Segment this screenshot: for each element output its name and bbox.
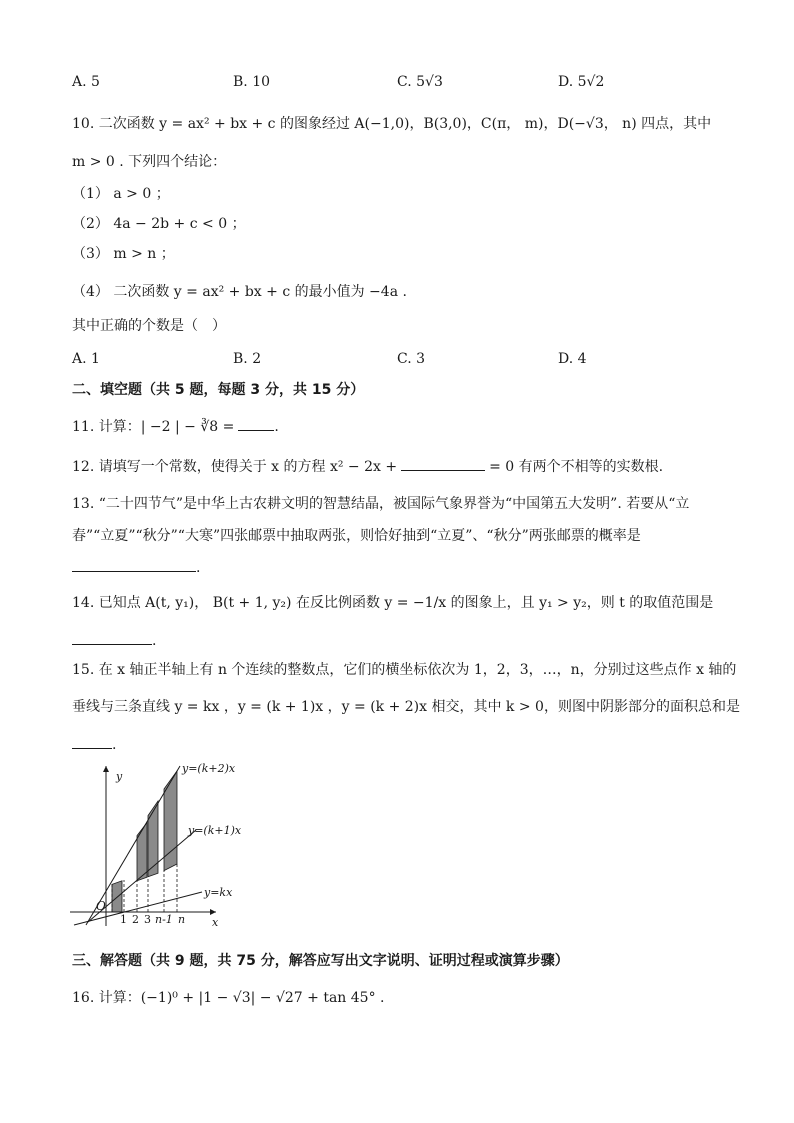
q13-line1: 13. “二十四节气”是中华上古农耕文明的智慧结晶，被国际气象界誉为“中国第五大发明”. 若要从“立 (72, 496, 690, 512)
tick-n: n (178, 913, 186, 926)
tick-1: 1 (120, 913, 127, 926)
label-line-k-plus-1: y=(k+1)x (188, 824, 242, 837)
q15-line2: 垂线与三条直线 y = kx ，y = (k + 1)x ，y = (k + 2)x 相交，其中 k > 0，则图中阴影部分的面积总和是 (72, 699, 740, 715)
shaded-region-2 (137, 823, 147, 881)
q13-line2: 春”“立夏”“秋分”“大寒”四张邮票中抽取两张，则恰好抽到“立夏”、“秋分”两张邮票的概率是 (72, 528, 641, 544)
q10-option-b: B. 2 (233, 351, 262, 367)
tick-3: 3 (144, 913, 151, 926)
q9-option-d: D. 5√2 (558, 74, 605, 90)
q10-conclusion-2: （2） 4a − 2b + c < 0 ； (72, 216, 246, 232)
q14-text: 14. 已知点 A(t, y₁)， B(t + 1, y₂) 在反比例函数 y = −1/x 的图象上，且 y₁ > y₂，则 t 的取值范围是 (72, 595, 714, 611)
q15-end: . (112, 737, 117, 753)
q13-end: . (196, 560, 201, 576)
q10-stem-line2: m > 0 . 下列四个结论： (72, 154, 227, 170)
label-line-k-plus-2: y=(k+2)x (182, 762, 236, 775)
q15-answer-blank (72, 734, 112, 749)
tick-n-minus-1: n-1 (155, 913, 173, 926)
q10-conclusion-1: （1） a > 0 ； (72, 186, 170, 202)
q10-option-a: A. 1 (72, 351, 100, 367)
tick-2: 2 (132, 913, 139, 926)
q9-option-c: C. 5√3 (397, 74, 443, 90)
label-y-axis: y (116, 770, 123, 783)
q15-blank-line (72, 734, 116, 755)
q11 (72, 416, 279, 437)
q12 (72, 456, 663, 477)
q10-stem-line1: 10. 二次函数 y = ax² + bx + c 的图象经过 A(−1,0)，B(3,0)，C(π， m)，D(−√3， n) 四点，其中 (72, 116, 712, 132)
label-line-k: y=kx (204, 886, 233, 899)
q16-text: 16. 计算：(−1)⁰ + |1 − √3| − √27 + tan 45° . (72, 990, 385, 1006)
q14-end: . (152, 633, 157, 649)
q11-answer-blank (238, 416, 274, 431)
q9-option-a: A. 5 (72, 74, 100, 90)
q10-conclusion-4: （4） 二次函数 y = ax² + bx + c 的最小值为 −4a . (72, 284, 407, 300)
q10-option-c: C. 3 (397, 351, 426, 367)
section-3-title: 三、解答题（共 9 题，共 75 分，解答应写出文字说明、证明过程或演算步骤） (72, 953, 569, 969)
q11-text: 11. 计算：| −2 | − ∛8 = (72, 419, 235, 435)
q14-answer-blank (72, 630, 152, 645)
q15-line1: 15. 在 x 轴正半轴上有 n 个连续的整数点，它们的横坐标依次为 1，2，3，…，n，分别过这些点作 x 轴的 (72, 662, 737, 678)
q12-answer-blank (401, 456, 485, 471)
q10-option-d: D. 4 (558, 351, 587, 367)
q13-answer-blank (72, 557, 196, 572)
section-2-title: 二、填空题（共 5 题，每题 3 分，共 15 分） (72, 382, 365, 398)
q9-option-b: B. 10 (233, 74, 271, 90)
shaded-region-1 (112, 881, 122, 912)
q12-after: = 0 有两个不相等的实数根. (489, 459, 664, 475)
label-x-axis: x (212, 916, 219, 928)
label-origin: O (96, 899, 106, 913)
q11-end: . (274, 419, 279, 435)
q10-conclusion-3: （3） m > n ； (72, 246, 175, 262)
q15-figure (66, 760, 256, 928)
q14-blank-line (72, 630, 156, 651)
q13-blank-line (72, 557, 200, 578)
q12-before: 12. 请填写一个常数，使得关于 x 的方程 x² − 2x + (72, 459, 398, 475)
q10-question: 其中正确的个数是（ ） (72, 318, 226, 334)
